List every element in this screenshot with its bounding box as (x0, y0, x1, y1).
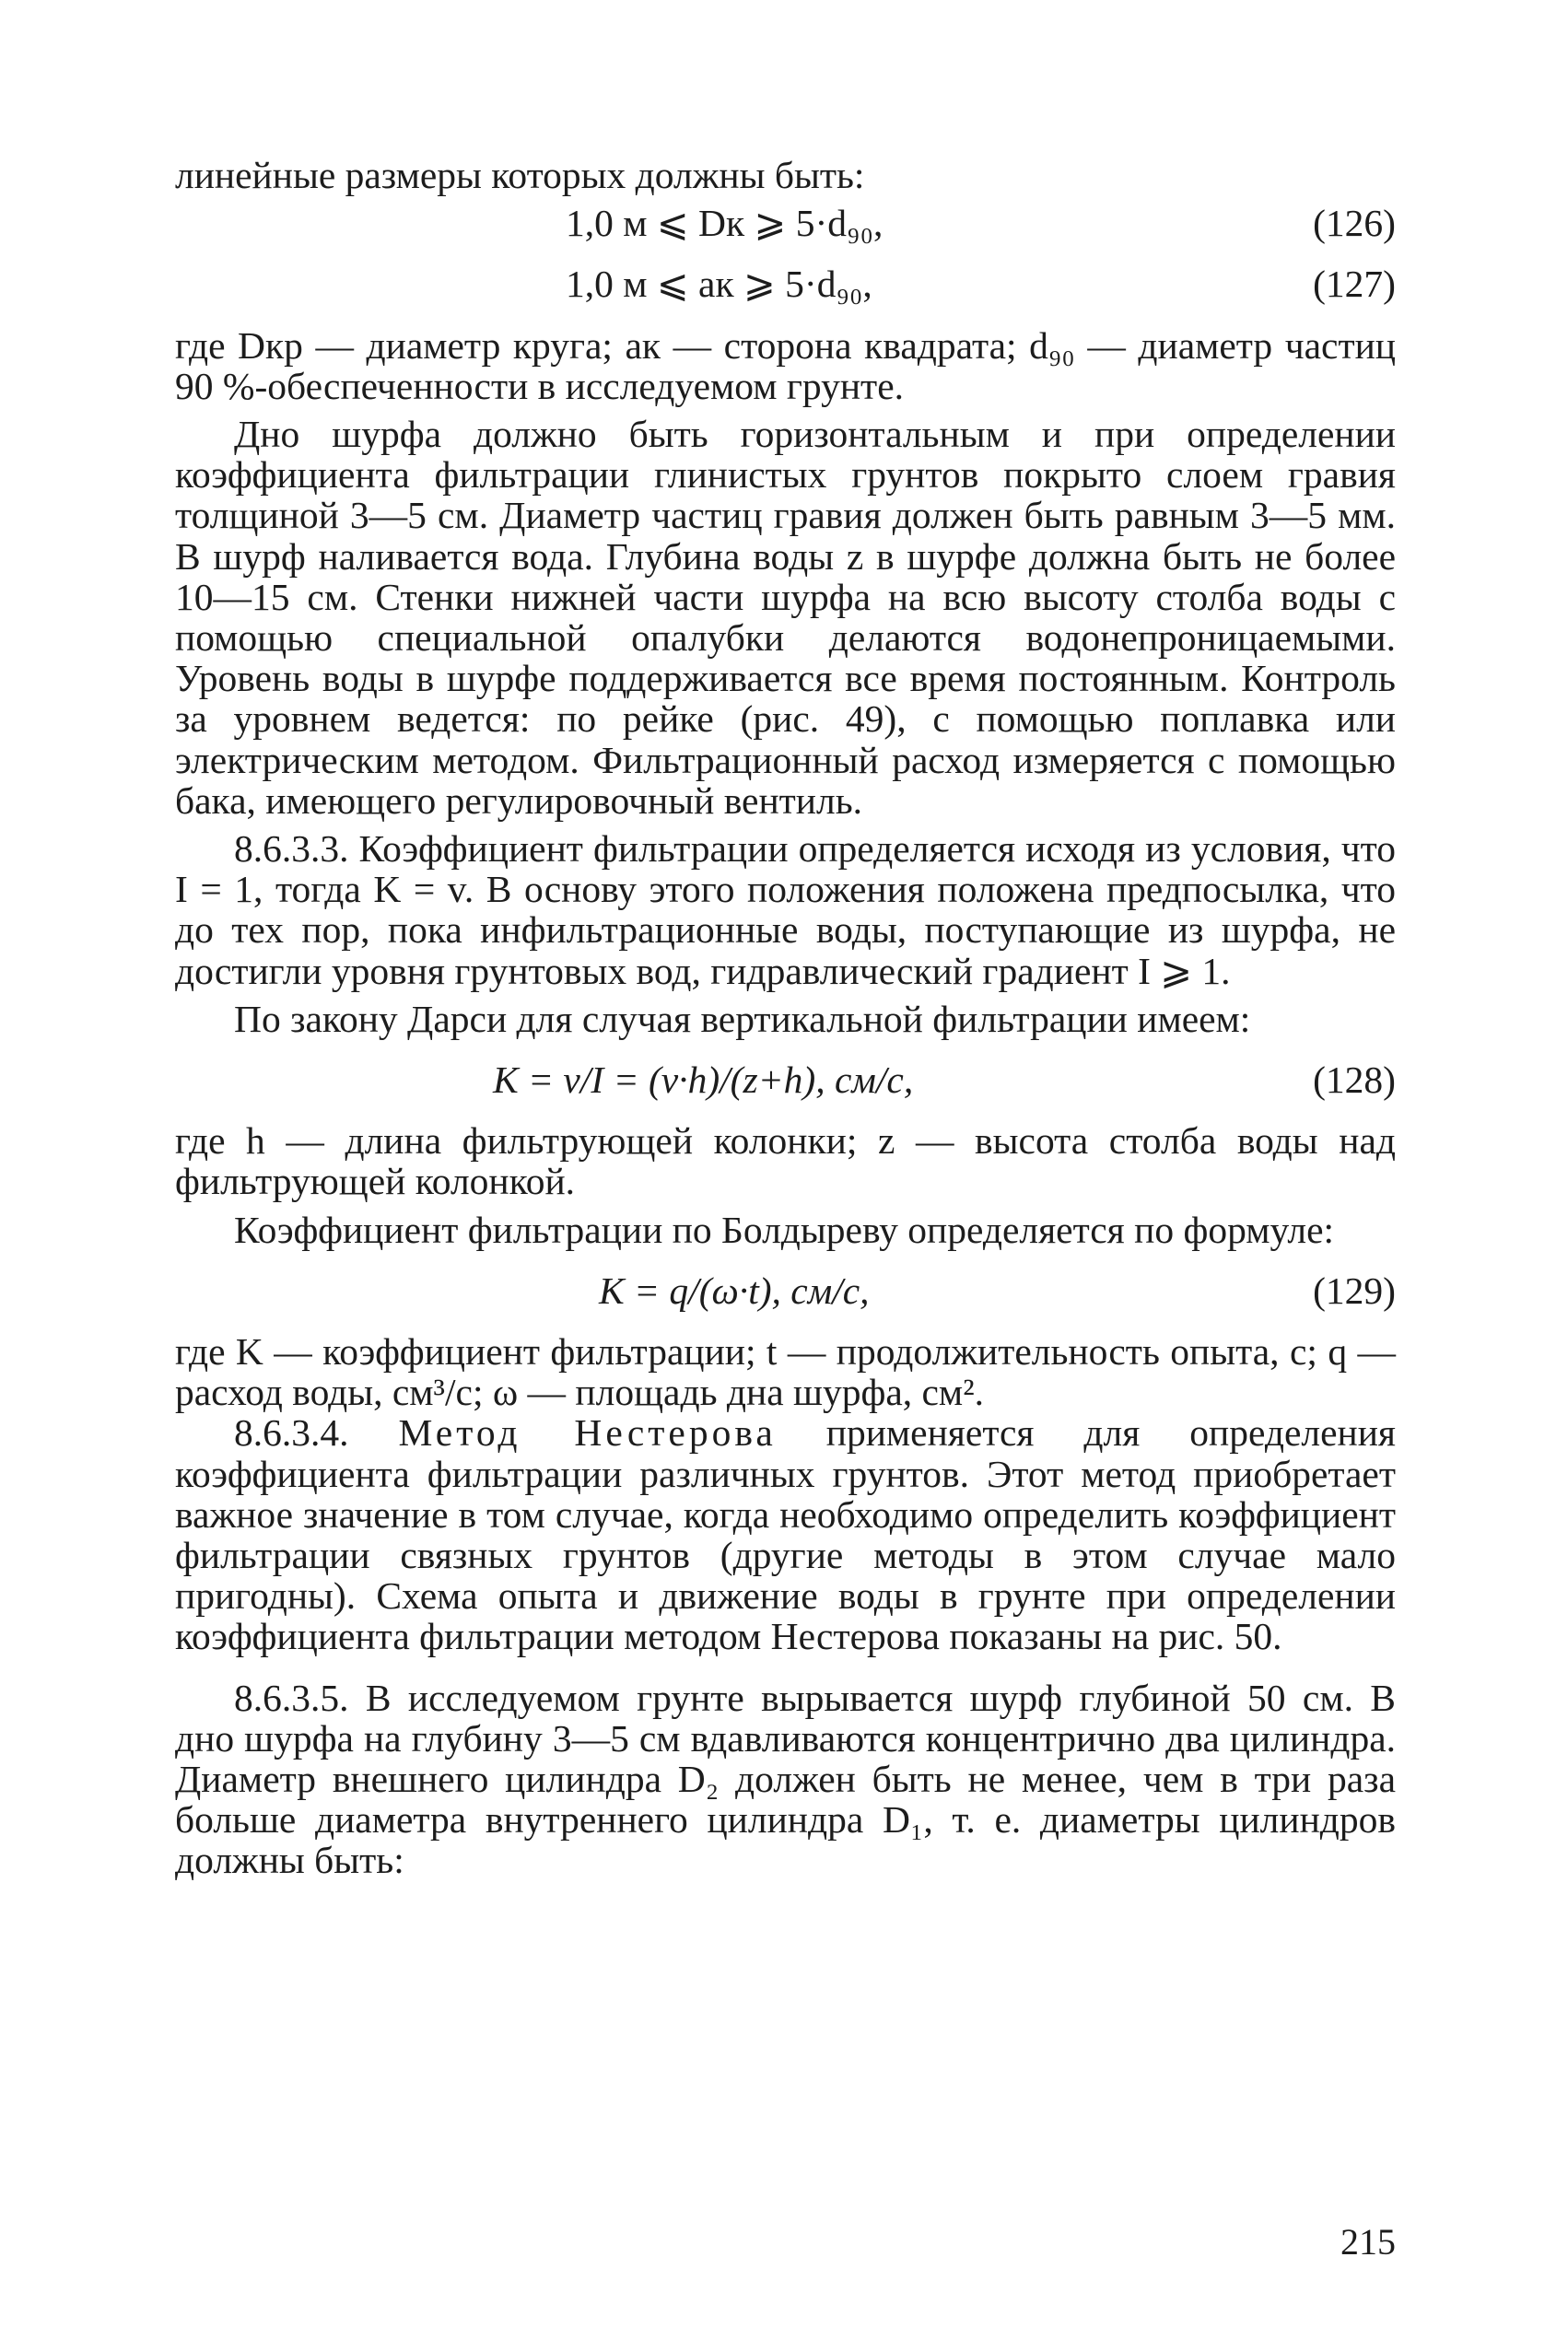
method-name-nesterov: Метод Нестерова (398, 1411, 777, 1455)
formula-127-expression: 1,0 м ⩽ aк ⩾ 5·d₉₀, (566, 263, 872, 306)
where-clause-3: где K — коэффициент фильтрации; t — продолжительность опыта, с; q — расход воды, см³/с; ω — площадь дна шурфа, см². (175, 1330, 1396, 1414)
paragraph-8-6-3-4 (175, 1412, 1396, 1656)
paragraph-darcy: По закону Дарси для случая вертикальной фильтрации имеем: (234, 997, 1251, 1040)
formula-127 (175, 263, 1396, 304)
formula-129 (175, 1270, 1396, 1311)
section-number-8-6-3-4: 8.6.3.4. (234, 1411, 349, 1455)
formula-126 (175, 203, 1396, 243)
formula-129-number: (129) (1313, 1269, 1396, 1312)
formula-129-expression: K = q/(ω·t), см/с, (599, 1269, 870, 1312)
paragraph-pit-bottom: Дно шурфа должно быть горизонтальным и при определении коэффициента фильтрации глинистых грунтов покрыто слоем гравия толщиной 3—5 см. Диаметр частиц гравия должен быть равным 3—5 мм. В шурф наливается вода. Глубина воды z в шурфе должна быть не более 10—15 см. Стенки нижней части шурфа на всю высоту столба воды с помощью специальной опалубки делаются водонепроницаемыми. Уровень воды в шурфе поддерживается все время постоянным. Контроль за уровнем ведется: по рейке (рис. 49), с помощью поплавка или электрическим методом. Фильтрационный расход измеряется с помощью бака, имеющего регулировочный вентиль. (175, 412, 1396, 822)
intro-line: линейные размеры которых должны быть: (175, 154, 865, 196)
where-clause-2: где h — длина фильтрующей колонки; z — высота столба воды над фильтрующей колонкой. (175, 1119, 1396, 1203)
paragraph-8-6-3-5: 8.6.3.5. В исследуемом грунте вырывается шурф глубиной 50 см. В дно шурфа на глубину 3—5 см вдавливаются концентрично два цилиндра. Диаметр внешнего цилиндра D₂ должен быть не менее, чем в три раза больше диаметра внутреннего цилиндра D₁, т. е. диаметры цилиндров должны быть: (175, 1676, 1396, 1882)
formula-127-number: (127) (1313, 263, 1396, 306)
formula-126-number: (126) (1313, 202, 1396, 245)
page-body (175, 155, 1396, 1881)
page-number: 215 (1340, 2221, 1396, 2263)
formula-128 (175, 1059, 1396, 1100)
paragraph-8-6-3-4-text: применяется для определения коэффициента фильтрации различных грунтов. Этот метод приобретает важное значение в том случае, когда необходимо определить коэффициент фильтрации связных грунтов (другие методы в этом случае мало пригодны). Схема опыта и движение воды в грунте при определении коэффициента фильтрации методом Нестерова показаны на рис. 50. (175, 1411, 1397, 1658)
formula-128-expression: K = v/I = (v·h)/(z+h), см/с, (493, 1058, 914, 1102)
formula-126-expression: 1,0 м ⩽ Dк ⩾ 5·d₉₀, (566, 202, 883, 245)
formula-128-number: (128) (1313, 1058, 1396, 1102)
paragraph-boldyrev: Коэффициент фильтрации по Болдыреву определяется по формуле: (234, 1208, 1335, 1251)
paragraph-8-6-3-3: 8.6.3.3. Коэффициент фильтрации определяется исходя из условия, что I = 1, тогда K = v. В основу этого положения положена предпосылка, что до тех пор, пока инфильтрационные воды, поступающие из шурфа, не достигли уровня грунтовых вод, гидравлический градиент I ⩾ 1. (175, 827, 1396, 992)
where-clause-1: где Dкр — диаметр круга; aк — сторона квадрата; d₉₀ — диаметр частиц 90 %-обеспеченности в исследуемом грунте. (175, 323, 1396, 407)
